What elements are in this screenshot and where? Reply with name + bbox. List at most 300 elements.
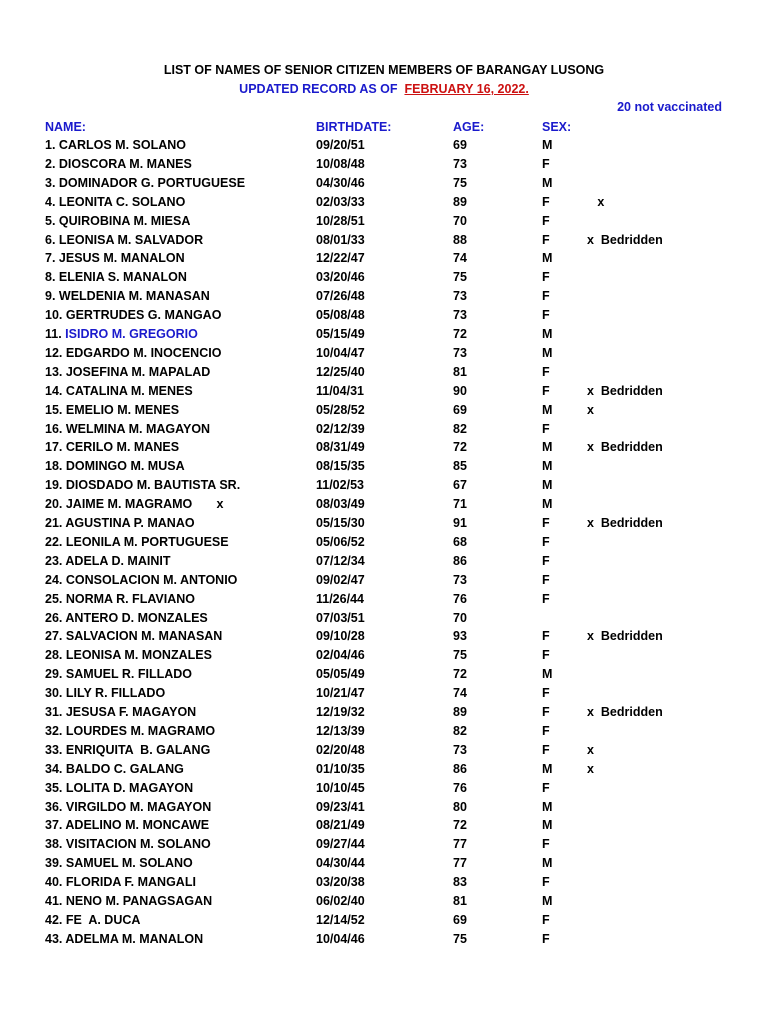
member-sex: F <box>542 686 550 701</box>
member-birthdate: 12/25/40 <box>316 364 365 379</box>
member-name-text: WELDENIA M. MANASAN <box>58 289 210 304</box>
member-number: 7. <box>45 251 59 266</box>
list-item <box>0 233 768 252</box>
member-name <box>45 554 170 568</box>
member-sex: F <box>542 156 550 171</box>
member-number: 41. <box>45 894 66 908</box>
list-item <box>0 743 768 762</box>
member-birthdate: 09/27/44 <box>316 837 365 852</box>
list-item <box>0 913 768 932</box>
member-name <box>45 270 187 284</box>
member-name-text: AGUSTINA P. MANAO <box>65 516 195 530</box>
member-name-text: FLORIDA F. MANGALI <box>65 875 196 890</box>
member-sex: M <box>542 345 553 360</box>
member-name-text: CARLOS M. SOLANO <box>58 138 186 152</box>
member-sex: M <box>542 327 553 341</box>
list-item <box>0 289 768 308</box>
member-number: 13. <box>45 364 66 379</box>
member-birthdate: 10/10/45 <box>316 780 365 795</box>
member-age: 74 <box>453 251 467 266</box>
member-name-text: DOMINGO M. MUSA <box>65 459 185 474</box>
member-birthdate: 08/15/35 <box>316 459 365 474</box>
member-birthdate: 09/10/28 <box>316 629 365 644</box>
member-age: 77 <box>453 837 467 852</box>
member-birthdate: 12/22/47 <box>316 251 365 266</box>
member-number: 4. <box>45 194 59 209</box>
member-name <box>45 913 140 927</box>
member-birthdate: 07/26/48 <box>316 289 365 304</box>
member-name-text: DIOSCORA M. MANES <box>58 156 192 171</box>
list-item <box>0 781 768 800</box>
member-remark: x Bedridden <box>587 629 663 644</box>
member-name-text: DOMINADOR G. PORTUGUESE <box>58 175 246 190</box>
list-item <box>0 176 768 195</box>
list-item <box>0 214 768 233</box>
member-name <box>45 308 221 322</box>
member-age: 71 <box>453 497 467 512</box>
member-age: 69 <box>453 912 467 927</box>
member-sex: M <box>542 440 553 455</box>
member-birthdate: 03/20/46 <box>316 270 365 285</box>
list-item <box>0 932 768 951</box>
member-remark: x <box>587 194 605 209</box>
member-name <box>45 157 192 171</box>
member-number: 10. <box>45 308 66 323</box>
member-age: 75 <box>453 931 467 946</box>
member-remark: x Bedridden <box>587 383 663 398</box>
member-number: 6. <box>45 232 59 247</box>
member-number: 3. <box>45 175 59 190</box>
document-title: LIST OF NAMES OF SENIOR CITIZEN MEMBERS OF BARANGAY LUSONG <box>163 63 605 77</box>
member-number: 39. <box>45 856 66 871</box>
member-name <box>45 478 240 492</box>
member-name <box>45 781 193 795</box>
member-number: 38. <box>45 837 66 852</box>
member-name-text: NENO M. PANAGSAGAN <box>65 894 213 908</box>
list-item <box>0 667 768 686</box>
member-name <box>45 856 193 870</box>
member-number: 28. <box>45 648 66 663</box>
member-name <box>45 516 195 530</box>
member-number: 11. <box>45 327 66 341</box>
vaccination-note: 20 not vaccinated <box>617 100 722 114</box>
member-age: 88 <box>453 232 467 247</box>
member-sex: F <box>542 534 550 549</box>
member-number: 42. <box>45 912 66 927</box>
member-name-text: VIRGILDO M. MAGAYON <box>65 799 212 814</box>
list-item <box>0 478 768 497</box>
member-name <box>45 289 210 303</box>
member-number: 23. <box>45 553 66 568</box>
member-sex: F <box>542 213 550 228</box>
member-number: 27. <box>45 629 66 644</box>
member-name-text: ADELA D. MAINIT <box>65 553 171 568</box>
member-sex: F <box>542 194 550 209</box>
member-age: 72 <box>453 327 467 341</box>
member-name <box>45 422 210 436</box>
member-number: 12. <box>45 345 66 360</box>
member-name-text: ADELINO M. MONCAWE <box>65 818 210 833</box>
document-subtitle <box>0 82 768 96</box>
member-name-text: ELENIA S. MANALON <box>58 270 187 285</box>
member-number: 15. <box>45 402 66 417</box>
member-name <box>45 894 212 908</box>
member-age: 80 <box>453 799 467 814</box>
member-age: 68 <box>453 534 467 549</box>
member-age: 76 <box>453 780 467 795</box>
member-birthdate: 05/05/49 <box>316 667 365 682</box>
member-sex: F <box>542 912 550 927</box>
member-number: 21. <box>45 516 66 530</box>
member-sex: F <box>542 648 550 663</box>
member-sex: M <box>542 497 553 512</box>
member-birthdate: 04/30/46 <box>316 175 365 190</box>
member-number: 5. <box>45 213 59 228</box>
member-birthdate: 02/20/48 <box>316 742 365 757</box>
member-number: 32. <box>45 723 66 738</box>
member-name-text: ADELMA M. MANALON <box>65 931 204 946</box>
list-item <box>0 818 768 837</box>
member-number: 30. <box>45 686 66 701</box>
subtitle-date: FEBRUARY 16, 2022. <box>404 82 529 96</box>
member-name-text: CATALINA M. MENES <box>65 383 193 398</box>
member-age: 67 <box>453 478 467 493</box>
member-sex: M <box>542 667 553 682</box>
member-remark: x Bedridden <box>587 705 663 719</box>
member-sex: M <box>542 175 553 190</box>
member-name-text: NORMA R. FLAVIANO <box>65 591 196 606</box>
member-number: 26. <box>45 610 66 625</box>
member-age: 93 <box>453 629 467 644</box>
member-sex: F <box>542 931 550 946</box>
list-item <box>0 251 768 270</box>
member-age: 86 <box>453 761 467 776</box>
member-number: 33. <box>45 742 66 757</box>
member-name-text: LEONISA M. SALVADOR <box>58 232 204 247</box>
member-age: 75 <box>453 648 467 663</box>
member-birthdate: 07/12/34 <box>316 553 365 568</box>
member-name <box>45 837 211 851</box>
member-birthdate: 07/03/51 <box>316 610 365 625</box>
member-birthdate: 05/15/30 <box>316 516 365 530</box>
member-name <box>45 762 184 776</box>
member-name <box>45 743 210 757</box>
member-age: 74 <box>453 686 467 701</box>
member-birthdate: 02/04/46 <box>316 648 365 663</box>
member-number: 24. <box>45 572 66 587</box>
list-item <box>0 648 768 667</box>
header-name: NAME: <box>45 120 86 134</box>
member-sex: F <box>542 591 550 606</box>
member-sex: F <box>542 421 550 436</box>
member-sex: F <box>542 723 550 738</box>
list-item <box>0 611 768 630</box>
member-birthdate: 02/03/33 <box>316 194 365 209</box>
member-remark: x Bedridden <box>587 232 663 247</box>
member-name <box>45 648 212 662</box>
member-age: 81 <box>453 894 467 908</box>
member-birthdate: 10/28/51 <box>316 213 365 228</box>
member-age: 73 <box>453 742 467 757</box>
list-item <box>0 365 768 384</box>
list-item <box>0 592 768 611</box>
list-item <box>0 894 768 913</box>
list-item <box>0 422 768 441</box>
member-sex: M <box>542 894 553 908</box>
member-number: 9. <box>45 289 59 304</box>
member-number: 34. <box>45 761 66 776</box>
member-name <box>45 705 196 719</box>
member-age: 72 <box>453 440 467 455</box>
member-birthdate: 10/08/48 <box>316 156 365 171</box>
member-name-text: EDGARDO M. INOCENCIO <box>65 345 222 360</box>
list-item <box>0 497 768 516</box>
member-birthdate: 05/06/52 <box>316 534 365 549</box>
member-age: 82 <box>453 723 467 738</box>
member-name-text: ENRIQUITA B. GALANG <box>65 742 211 757</box>
member-sex: F <box>542 629 550 644</box>
member-number: 2. <box>45 156 59 171</box>
member-age: 76 <box>453 591 467 606</box>
list-item <box>0 856 768 875</box>
member-name-text: LEONILA M. PORTUGUESE <box>65 534 229 549</box>
member-name-text: LEONISA M. MONZALES <box>65 648 212 663</box>
member-age: 86 <box>453 553 467 568</box>
member-sex: F <box>542 364 550 379</box>
list-item <box>0 554 768 573</box>
member-birthdate: 05/28/52 <box>316 402 365 417</box>
member-birthdate: 08/31/49 <box>316 440 365 455</box>
member-age: 73 <box>453 156 467 171</box>
member-number: 18. <box>45 459 66 474</box>
list-item <box>0 459 768 478</box>
member-sex: F <box>542 837 550 852</box>
member-remark: x <box>587 402 594 417</box>
member-sex: M <box>542 761 553 776</box>
member-birthdate: 05/15/49 <box>316 327 365 341</box>
member-sex: M <box>542 856 553 871</box>
member-name-text: JESUS M. MANALON <box>58 251 185 266</box>
member-name-text: CERILO M. MANES <box>65 440 180 455</box>
member-number: 40. <box>45 875 66 890</box>
member-birthdate: 12/14/52 <box>316 912 365 927</box>
member-birthdate: 05/08/48 <box>316 308 365 323</box>
member-name <box>45 384 193 398</box>
member-name <box>45 573 237 587</box>
subtitle-prefix: UPDATED RECORD AS OF <box>239 82 398 96</box>
list-item <box>0 705 768 724</box>
member-age: 72 <box>453 667 467 682</box>
member-name <box>45 440 179 454</box>
member-remark: x Bedridden <box>587 516 663 530</box>
member-name-text: VISITACION M. SOLANO <box>65 837 211 852</box>
member-name-text: WELMINA M. MAGAYON <box>65 421 211 436</box>
list-item <box>0 403 768 422</box>
member-birthdate: 04/30/44 <box>316 856 365 871</box>
member-remark: x <box>587 761 594 776</box>
member-age: 73 <box>453 572 467 587</box>
member-name <box>45 629 222 643</box>
list-item <box>0 327 768 346</box>
member-sex: F <box>542 270 550 285</box>
member-birthdate: 08/21/49 <box>316 818 365 833</box>
member-name-text: SAMUEL R. FILLADO <box>65 667 193 682</box>
member-birthdate: 06/02/40 <box>316 894 365 908</box>
member-age: 69 <box>453 138 467 152</box>
member-name-text: JESUSA F. MAGAYON <box>65 705 197 719</box>
member-birthdate: 11/26/44 <box>316 591 364 606</box>
member-name-text: CONSOLACION M. ANTONIO <box>65 572 238 587</box>
member-age: 85 <box>453 459 467 474</box>
member-name-text: LILY R. FILLADO <box>65 686 166 701</box>
member-number: 8. <box>45 270 59 285</box>
member-number: 1. <box>45 138 59 152</box>
list-item <box>0 535 768 554</box>
member-name-text: EMELIO M. MENES <box>65 402 180 417</box>
member-sex: M <box>542 818 553 833</box>
member-birthdate: 09/20/51 <box>316 138 365 152</box>
member-age: 77 <box>453 856 467 871</box>
member-birthdate: 10/04/46 <box>316 931 365 946</box>
member-birthdate: 09/02/47 <box>316 572 365 587</box>
member-birthdate: 09/23/41 <box>316 799 365 814</box>
list-item <box>0 346 768 365</box>
member-name <box>45 327 198 341</box>
member-age: 73 <box>453 289 467 304</box>
member-birthdate: 12/13/39 <box>316 723 365 738</box>
member-sex: F <box>542 289 550 304</box>
member-name <box>45 611 208 625</box>
member-birthdate: 02/12/39 <box>316 421 365 436</box>
list-item <box>0 686 768 705</box>
member-sex: F <box>542 742 550 757</box>
member-age: 73 <box>453 308 467 323</box>
member-number: 43. <box>45 931 66 946</box>
member-number: 29. <box>45 667 66 682</box>
member-sex: M <box>542 799 553 814</box>
member-number: 25. <box>45 591 66 606</box>
member-number: 16. <box>45 421 66 436</box>
member-age: 81 <box>453 364 467 379</box>
member-birthdate: 01/10/35 <box>316 761 365 776</box>
member-birthdate: 12/19/32 <box>316 705 365 719</box>
member-number: 19. <box>45 478 66 493</box>
member-name <box>45 195 185 209</box>
member-birthdate: 11/02/53 <box>316 478 364 493</box>
member-sex: M <box>542 459 553 474</box>
member-name-text: ISIDRO M. GREGORIO <box>65 327 198 341</box>
list-item <box>0 138 768 157</box>
member-age: 82 <box>453 421 467 436</box>
member-age: 90 <box>453 383 467 398</box>
member-age: 69 <box>453 402 467 417</box>
member-age: 70 <box>453 610 467 625</box>
list-item <box>0 384 768 403</box>
list-item <box>0 270 768 289</box>
member-name <box>45 667 192 681</box>
member-sex: M <box>542 478 553 493</box>
member-name-text: LOURDES M. MAGRAMO <box>65 723 216 738</box>
member-name <box>45 686 165 700</box>
member-birthdate: 03/20/38 <box>316 875 365 890</box>
member-age: 73 <box>453 345 467 360</box>
member-name <box>45 138 186 152</box>
member-name <box>45 403 179 417</box>
member-number: 17. <box>45 440 66 455</box>
member-name <box>45 365 210 379</box>
member-name-text: LOLITA D. MAGAYON <box>65 780 194 795</box>
member-age: 75 <box>453 175 467 190</box>
member-age: 75 <box>453 270 467 285</box>
member-remark: x Bedridden <box>587 440 663 455</box>
header-age: AGE: <box>453 120 485 134</box>
member-number: 35. <box>45 780 66 795</box>
member-name-text: QUIROBINA M. MIESA <box>58 213 191 228</box>
member-sex: F <box>542 232 550 247</box>
header-sex: SEX: <box>542 120 572 134</box>
member-name <box>45 176 245 190</box>
list-item <box>0 573 768 592</box>
member-name <box>45 346 221 360</box>
list-item <box>0 837 768 856</box>
member-number: 22. <box>45 534 66 549</box>
member-sex: F <box>542 553 550 568</box>
member-name-text: JOSEFINA M. MAPALAD <box>65 364 211 379</box>
header-birthdate: BIRTHDATE: <box>316 120 392 134</box>
list-item <box>0 875 768 894</box>
list-item <box>0 195 768 214</box>
list-item <box>0 157 768 176</box>
member-name-text: SAMUEL M. SOLANO <box>65 856 193 871</box>
member-sex: F <box>542 572 550 587</box>
member-name-text: DIOSDADO M. BAUTISTA SR. <box>65 478 241 493</box>
member-birthdate: 08/03/49 <box>316 497 365 512</box>
member-birthdate: 10/04/47 <box>316 345 365 360</box>
member-name <box>45 251 185 265</box>
member-name <box>45 875 196 889</box>
member-name <box>45 724 215 738</box>
member-name <box>45 233 203 247</box>
member-age: 72 <box>453 818 467 833</box>
member-name <box>45 592 195 606</box>
member-birthdate: 10/21/47 <box>316 686 365 701</box>
member-sex: F <box>542 308 550 323</box>
member-name-text: LEONITA C. SOLANO <box>58 194 186 209</box>
member-sex: F <box>542 383 550 398</box>
list-item <box>0 800 768 819</box>
member-number: 36. <box>45 799 66 814</box>
member-name <box>45 818 209 832</box>
member-name <box>45 214 190 228</box>
member-name <box>45 535 229 549</box>
member-birthdate: 08/01/33 <box>316 232 365 247</box>
member-sex: F <box>542 875 550 890</box>
member-sex: M <box>542 138 553 152</box>
member-sex: F <box>542 780 550 795</box>
member-age: 89 <box>453 705 467 719</box>
member-name <box>45 497 224 511</box>
member-name-text: ANTERO D. MONZALES <box>65 610 208 625</box>
member-number: 31. <box>45 705 66 719</box>
member-sex: M <box>542 251 553 266</box>
member-remark: x <box>587 742 594 757</box>
list-item <box>0 440 768 459</box>
member-number: 37. <box>45 818 66 833</box>
member-name-text: JAIME M. MAGRAMO x <box>65 497 224 512</box>
member-name-text: SALVACION M. MANASAN <box>65 629 223 644</box>
member-number: 14. <box>45 383 66 398</box>
list-item <box>0 308 768 327</box>
